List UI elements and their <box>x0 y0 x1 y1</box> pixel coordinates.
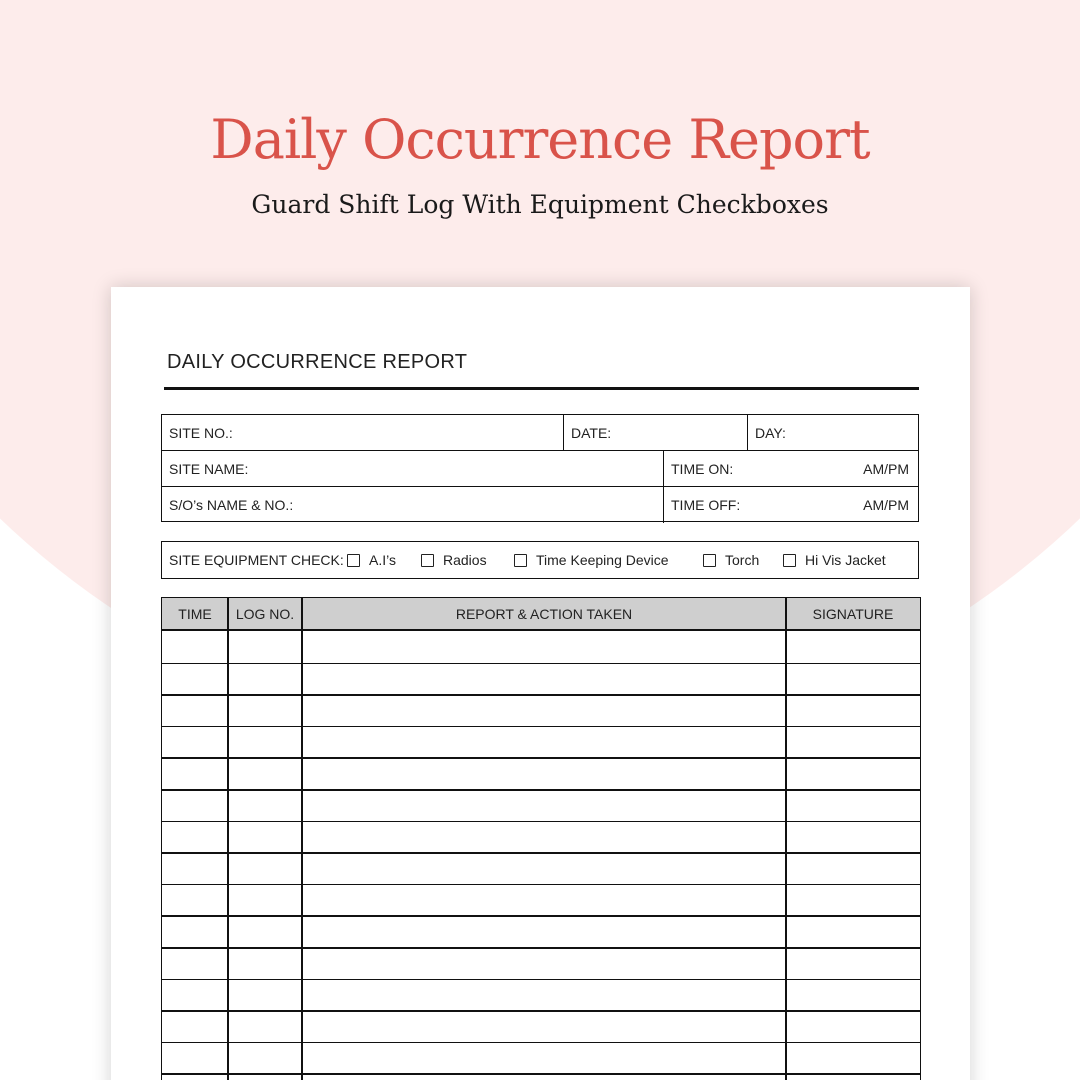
info-row-name <box>162 451 918 487</box>
log-table-header <box>162 598 920 631</box>
officer-name-field[interactable] <box>162 487 664 523</box>
log-row-line <box>162 852 920 854</box>
equipment-label-ais: A.I’s <box>369 552 396 568</box>
column-divider <box>227 598 229 1080</box>
log-row-line <box>162 757 920 759</box>
form-paper <box>111 287 970 1080</box>
equipment-label-radios: Radios <box>443 552 487 568</box>
site-name-label: SITE NAME: <box>169 461 249 477</box>
log-row-line <box>162 1042 920 1044</box>
checkbox-icon[interactable] <box>703 554 716 567</box>
form-title: DAILY OCCURRENCE REPORT <box>167 351 468 373</box>
column-header-report: REPORT & ACTION TAKEN <box>455 606 633 622</box>
site-no-field[interactable] <box>162 415 564 450</box>
hero-subtitle: Guard Shift Log With Equipment Checkboxes <box>251 190 829 219</box>
column-header-time: TIME <box>178 606 212 622</box>
equipment-check-label: SITE EQUIPMENT CHECK: <box>169 552 344 568</box>
day-field[interactable] <box>747 415 919 450</box>
day-label: DAY: <box>755 425 786 441</box>
equipment-label-time-keeping: Time Keeping Device <box>536 552 669 568</box>
checkbox-icon[interactable] <box>421 554 434 567</box>
info-row-site <box>162 415 918 451</box>
site-name-field[interactable] <box>162 451 664 486</box>
equipment-item-radios[interactable] <box>421 542 487 578</box>
log-table <box>161 597 921 1080</box>
time-off-ampm: AM/PM <box>863 497 909 513</box>
time-on-ampm: AM/PM <box>863 461 909 477</box>
hero-title: Daily Occurrence Report <box>210 108 870 171</box>
title-divider <box>164 387 919 390</box>
log-row-line <box>162 821 920 823</box>
log-row-line <box>162 789 920 791</box>
time-on-field[interactable] <box>663 451 919 486</box>
log-row-line <box>162 915 920 917</box>
log-row-line <box>162 663 920 665</box>
checkbox-icon[interactable] <box>514 554 527 567</box>
equipment-item-time-keeping-device[interactable] <box>514 542 669 578</box>
column-divider <box>301 598 303 1080</box>
time-off-label: TIME OFF: <box>671 497 741 513</box>
checkbox-icon[interactable] <box>783 554 796 567</box>
log-row-line <box>162 726 920 728</box>
column-header-log-no: LOG NO. <box>235 606 295 622</box>
log-row-line <box>162 979 920 981</box>
column-divider <box>785 598 787 1080</box>
site-info-table <box>161 414 919 522</box>
log-row-line <box>162 947 920 949</box>
log-row-line <box>162 694 920 696</box>
officer-name-label: S/O’s NAME & NO.: <box>169 497 294 513</box>
site-no-label: SITE NO.: <box>169 425 233 441</box>
equipment-label-torch: Torch <box>725 552 760 568</box>
date-field[interactable] <box>563 415 747 450</box>
log-row-line <box>162 1010 920 1012</box>
info-row-officer <box>162 487 918 523</box>
equipment-item-hi-vis-jacket[interactable] <box>783 542 886 578</box>
equipment-check-box <box>161 541 919 579</box>
equipment-label-hi-vis: Hi Vis Jacket <box>805 552 886 568</box>
column-header-signature: SIGNATURE <box>812 606 894 622</box>
date-label: DATE: <box>571 425 612 441</box>
checkbox-icon[interactable] <box>347 554 360 567</box>
equipment-item-ais[interactable] <box>347 542 396 578</box>
time-on-label: TIME ON: <box>671 461 734 477</box>
log-row-line <box>162 1073 920 1075</box>
equipment-item-torch[interactable] <box>703 542 759 578</box>
time-off-field[interactable] <box>663 487 919 523</box>
log-row-line <box>162 884 920 886</box>
